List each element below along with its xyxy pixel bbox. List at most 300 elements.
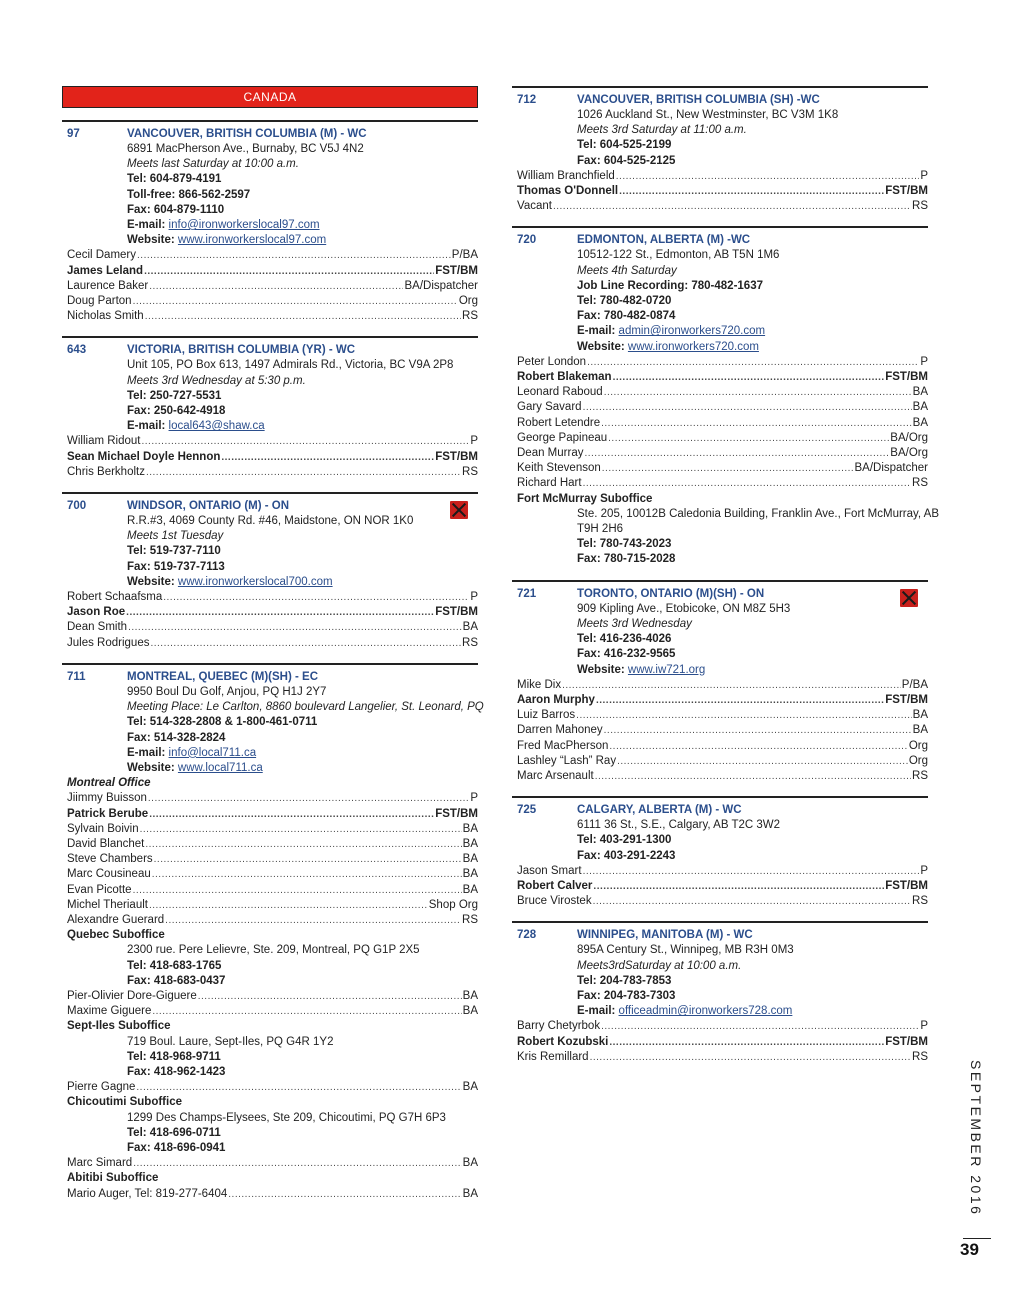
- local-section: [512, 580, 928, 784]
- local-number: 720: [517, 234, 537, 247]
- contact-line: Fax: 250-642-4918: [127, 405, 226, 418]
- officer-row: [512, 355, 928, 370]
- local-section: [512, 921, 928, 1065]
- website-link[interactable]: www.ironworkerslocal97.com: [177, 234, 327, 247]
- officer-name: Luiz Barros: [517, 709, 576, 722]
- leader-dots: [146, 465, 461, 480]
- leader-dots: [150, 636, 461, 651]
- leader-dots: [562, 678, 901, 693]
- officer-row: [62, 913, 478, 928]
- officer-row: [512, 416, 928, 431]
- officer-role: P: [470, 792, 478, 805]
- officer-role: FST/BM: [885, 693, 928, 706]
- officer-role: RS: [912, 895, 928, 908]
- local-contact-info: [62, 142, 478, 248]
- officer-name: Jules Rodrigues: [67, 636, 150, 649]
- leader-dots: [609, 1035, 884, 1050]
- leader-dots: [128, 620, 462, 635]
- contact-line: [127, 233, 478, 248]
- officer-row: [62, 1156, 478, 1171]
- officer-row: [62, 294, 478, 309]
- local-contact-info: [512, 248, 928, 354]
- contact-line: 909 Kipling Ave., Etobicoke, ON M8Z 5H3: [577, 602, 791, 615]
- contact-line: Meets 3rd Wednesday at 5:30 p.m.: [127, 374, 306, 387]
- officer-name: Chris Berkholtz: [67, 465, 145, 478]
- suboffice-address: 719 Boul. Laure, Sept-Iles, PQ G4R 1Y2: [127, 1035, 334, 1048]
- local-section: [62, 663, 484, 1202]
- contact-line: Job Line Recording: 780-482-1637: [577, 279, 763, 292]
- officer-row: [512, 446, 928, 461]
- officer-role: BA: [912, 386, 928, 399]
- contact-line: Fax: 780-482-0874: [577, 310, 676, 323]
- officer-name: Mario Auger, Tel: 819-277-6404: [67, 1187, 228, 1200]
- local-title: WINDSOR, ONTARIO (M) - ON: [127, 500, 290, 513]
- officer-role: RS: [912, 200, 928, 213]
- suboffice-heading: Chicoutimi Suboffice: [67, 1096, 182, 1109]
- officer-role: P: [920, 169, 928, 182]
- officer-row: [512, 678, 928, 693]
- officer-row: [62, 248, 478, 263]
- officer-name: Pier-Olivier Dore-Giguere: [67, 989, 197, 1002]
- leader-dots: [148, 791, 469, 806]
- suboffice-address: 2300 rue. Pere Lelievre, Ste. 209, Montreal, PQ G1P 2X5: [127, 944, 420, 957]
- leader-dots: [133, 883, 462, 898]
- officer-name: George Papineau: [517, 431, 608, 444]
- officer-row: [512, 894, 928, 909]
- footer-divider: [963, 1238, 991, 1239]
- contact-line: Tel: 604-525-2199: [577, 139, 672, 152]
- flag-icon: [900, 589, 918, 607]
- officer-role: BA: [462, 822, 478, 835]
- officer-row: [512, 476, 928, 491]
- issue-date-text: SEPTEMBER 2016: [968, 1060, 984, 1217]
- local-contact-info: [62, 514, 478, 590]
- officer-name: Nicholas Smith: [67, 310, 144, 323]
- contact-label: E-mail:: [127, 219, 169, 232]
- local-number: 725: [517, 804, 537, 817]
- local-contact-info: [62, 685, 484, 776]
- officer-row: [62, 867, 478, 882]
- officer-name: William Ridout: [67, 435, 141, 448]
- officer-role: FST/BM: [435, 807, 478, 820]
- local-section: [62, 120, 478, 324]
- contact-line: [127, 761, 478, 776]
- local-number: 728: [517, 929, 537, 942]
- contact-line: Meets 1st Tuesday: [127, 530, 224, 543]
- officer-name: David Blanchet: [67, 837, 145, 850]
- officer-row: [62, 791, 478, 806]
- canada-banner: CANADA: [62, 86, 478, 108]
- page-number: 39: [960, 1240, 979, 1259]
- officer-role: BA: [462, 883, 478, 896]
- officer-role: RS: [912, 1050, 928, 1063]
- leader-dots: [152, 867, 462, 882]
- leader-dots: [616, 169, 920, 184]
- local-section: [512, 796, 928, 909]
- officer-role: P: [470, 435, 478, 448]
- website-link[interactable]: www.ironworkerslocal700.com: [177, 575, 333, 588]
- contact-line: 1026 Auckland St., New Westminster, BC V3M 1K8: [577, 109, 839, 121]
- suboffice-phone: Tel: 780-743-2023: [577, 538, 672, 551]
- contact-line: Fax: 604-525-2125: [577, 154, 676, 167]
- suboffice-phone: Fax: 780-715-2028: [577, 553, 676, 566]
- officer-row: [512, 1019, 928, 1034]
- officer-name: Leonard Raboud: [517, 386, 603, 399]
- leader-dots: [163, 590, 469, 605]
- officer-name: Dean Smith: [67, 621, 128, 634]
- officer-role: BA/Org: [890, 431, 928, 444]
- leader-dots: [198, 989, 462, 1004]
- local-header: [62, 670, 478, 685]
- officer-role: BA/Org: [890, 447, 928, 460]
- leader-dots: [587, 355, 919, 370]
- officer-row: [512, 693, 928, 708]
- leader-dots: [133, 294, 458, 309]
- leader-dots: [126, 605, 434, 620]
- contact-label: Website:: [577, 663, 628, 676]
- leader-dots: [593, 894, 911, 909]
- officer-name: Gary Savard: [517, 401, 582, 414]
- officer-role: BA: [462, 1081, 478, 1094]
- officer-row: [512, 184, 928, 199]
- contact-line: Meets last Saturday at 10:00 a.m.: [127, 158, 299, 171]
- contact-line: Meeting Place: Le Carlton, 8860 boulevard Langelier, St. Leonard, PQ: [127, 701, 484, 714]
- email-link[interactable]: info@ironworkerslocal97.com: [168, 219, 320, 232]
- contact-line: Fax: 514-328-2824: [127, 731, 226, 744]
- officer-name: Marc Simard: [67, 1157, 133, 1170]
- leader-dots: [137, 248, 451, 263]
- email-link[interactable]: officeadmin@ironworkers728.com: [618, 1005, 793, 1018]
- contact-line: Tel: 204-783-7853: [577, 974, 672, 987]
- leader-dots: [608, 431, 889, 446]
- leader-dots: [149, 898, 428, 913]
- contact-line: Fax: 604-879-1110: [127, 203, 225, 216]
- officer-role: BA: [462, 1005, 478, 1018]
- contact-line: 895A Century St., Winnipeg, MB R3H 0M3: [577, 944, 794, 957]
- suboffice-phone: Tel: 418-683-1765: [127, 959, 222, 972]
- suboffice-phone: Fax: 418-962-1423: [127, 1065, 226, 1078]
- officer-name: Pierre Gagne: [67, 1081, 136, 1094]
- local-section: [62, 492, 478, 651]
- officer-row: [512, 199, 928, 214]
- officer-row: [512, 461, 928, 476]
- email-link[interactable]: admin@ironworkers720.com: [618, 325, 766, 338]
- contact-line: Tel: 780-482-0720: [577, 295, 672, 308]
- officer-role: BA: [462, 1157, 478, 1170]
- suboffice-heading: Fort McMurray Suboffice: [517, 492, 653, 505]
- officer-row: [62, 434, 478, 449]
- officer-role: BA/Dispatcher: [404, 279, 478, 292]
- suboffice-info: [62, 943, 478, 989]
- leader-dots: [140, 822, 462, 837]
- suboffice-phone: Tel: 418-696-0711: [127, 1126, 221, 1139]
- officer-row: [62, 883, 478, 898]
- suboffice-info: [512, 507, 940, 568]
- email-link[interactable]: info@local711.ca: [168, 746, 257, 759]
- contact-line: R.R.#3, 4069 County Rd. #46, Maidstone, ON NOR 1K0: [127, 515, 414, 528]
- officer-row: [512, 169, 928, 184]
- local-header: [512, 803, 928, 818]
- leader-dots: [590, 1050, 911, 1065]
- officer-name: Robert Blakeman: [517, 371, 612, 384]
- local-number: 721: [517, 587, 537, 600]
- contact-label: Website:: [127, 234, 178, 247]
- contact-line: Tel: 250-727-5531: [127, 389, 222, 402]
- officer-name: Jason Roe: [67, 606, 126, 619]
- contact-line: 6891 MacPherson Ave., Burnaby, BC V5J 4N2: [127, 143, 364, 155]
- officer-name: Michel Theriault: [67, 898, 148, 911]
- officer-name: Maxime Giguere: [67, 1005, 152, 1018]
- officer-name: Steve Chambers: [67, 853, 153, 866]
- leader-dots: [613, 370, 885, 385]
- contact-line: Tel: 519-737-7110: [127, 545, 221, 558]
- leader-dots: [617, 754, 908, 769]
- officer-name: Vacant: [517, 200, 552, 213]
- contact-line: Tel: 403-291-1300: [577, 834, 672, 847]
- officer-name: Patrick Berube: [67, 807, 149, 820]
- officer-role: FST/BM: [885, 879, 928, 892]
- officer-row: [62, 620, 478, 635]
- website-link[interactable]: www.local711.ca: [177, 761, 263, 774]
- local-header: [512, 93, 928, 108]
- contact-line: 9950 Boul Du Golf, Anjou, PQ H1J 2Y7: [127, 685, 327, 698]
- website-link[interactable]: www.iw721.org: [627, 663, 706, 676]
- officer-name: Darren Mahoney: [517, 724, 603, 737]
- suboffice-address: T9H 2H6: [577, 523, 624, 536]
- officer-row: [512, 864, 928, 879]
- local-header: [512, 928, 928, 943]
- officer-role: RS: [462, 636, 478, 649]
- local-title: VANCOUVER, BRITISH COLUMBIA (SH) -WC: [577, 94, 820, 106]
- contact-line: Fax: 416-232-9565: [577, 648, 676, 661]
- contact-line: Tel: 514-328-2808 & 1-800-461-0711: [127, 716, 318, 729]
- officer-row: [512, 1035, 928, 1050]
- leader-dots: [221, 450, 434, 465]
- email-link[interactable]: local643@shaw.ca: [168, 420, 265, 433]
- leader-dots: [619, 184, 884, 199]
- contact-line: Fax: 204-783-7303: [577, 989, 676, 1002]
- contact-line: Meets3rdSaturday at 10:00 a.m.: [577, 959, 742, 972]
- local-contact-info: [512, 108, 928, 169]
- officer-name: Fred MacPherson: [517, 739, 609, 752]
- local-number: 97: [67, 128, 80, 140]
- officer-role: RS: [462, 310, 478, 323]
- officer-role: RS: [912, 769, 928, 782]
- local-contact-info: [512, 943, 928, 1019]
- officer-name: Marc Arsenault: [517, 769, 594, 782]
- officer-name: Thomas O'Donnell: [517, 185, 619, 198]
- leader-dots: [604, 385, 912, 400]
- officer-role: RS: [462, 465, 478, 478]
- contact-line: Unit 105, PO Box 613, 1497 Admirals Rd., Victoria, BC V9A 2P8: [127, 359, 454, 372]
- officer-row: [512, 754, 928, 769]
- officer-name: Evan Picotte: [67, 883, 132, 896]
- suboffice-info: [62, 1111, 478, 1157]
- local-section: [512, 86, 928, 214]
- contact-label: Website:: [577, 340, 628, 353]
- leader-dots: [136, 1080, 461, 1095]
- local-title: TORONTO, ONTARIO (M)(SH) - ON: [577, 587, 765, 600]
- leader-dots: [604, 723, 912, 738]
- leader-dots: [609, 739, 907, 754]
- officer-role: Org: [908, 739, 928, 752]
- officer-role: P: [920, 1020, 928, 1033]
- officer-row: [62, 989, 478, 1004]
- officer-role: FST/BM: [885, 185, 928, 198]
- officer-row: [512, 1050, 928, 1065]
- leader-dots: [593, 879, 884, 894]
- local-header: [62, 127, 478, 142]
- suboffice-heading: Abitibi Suboffice: [67, 1172, 159, 1185]
- leader-dots: [152, 1004, 461, 1019]
- officer-role: RS: [912, 477, 928, 490]
- officer-role: P/BA: [901, 678, 928, 691]
- local-contact-info: [512, 818, 928, 864]
- officer-role: BA: [912, 709, 928, 722]
- officer-row: [512, 723, 928, 738]
- suboffice-info: [62, 1035, 478, 1081]
- officer-name: Kris Remillard: [517, 1050, 589, 1063]
- officer-row: [62, 465, 478, 480]
- leader-dots: [142, 434, 470, 449]
- contact-label: E-mail:: [577, 325, 619, 338]
- contact-line: Meets 3rd Saturday at 11:00 a.m.: [577, 124, 747, 137]
- officer-role: P: [470, 591, 478, 604]
- officer-row: [62, 837, 478, 852]
- contact-line: [127, 419, 478, 434]
- contact-label: Website:: [127, 575, 178, 588]
- leader-dots: [165, 913, 461, 928]
- leader-dots: [228, 1187, 461, 1202]
- officer-role: BA: [462, 1187, 478, 1200]
- leader-dots: [583, 864, 920, 879]
- website-link[interactable]: www.ironworkers720.com: [627, 340, 759, 353]
- local-title: VICTORIA, BRITISH COLUMBIA (YR) - WC: [127, 344, 356, 357]
- officer-row: [512, 739, 928, 754]
- officer-role: BA: [912, 416, 928, 429]
- left-column: [62, 86, 484, 1202]
- officer-role: BA/Dispatcher: [854, 462, 928, 475]
- suboffice-phone: Tel: 418-968-9711: [127, 1050, 221, 1063]
- officer-row: [62, 1080, 478, 1095]
- officer-row: [62, 279, 478, 294]
- suboffice-address: Ste. 205, 10012B Caledonia Building, Franklin Ave., Fort McMurray, AB: [577, 507, 940, 520]
- leader-dots: [149, 279, 403, 294]
- local-title: MONTREAL, QUEBEC (M)(SH) - EC: [127, 670, 319, 683]
- leader-dots: [145, 837, 461, 852]
- suboffice-address: 1299 Des Champs-Elysees, Ste 209, Chicoutimi, PQ G7H 6P3: [127, 1111, 446, 1124]
- officer-row: [512, 879, 928, 894]
- officer-row: [62, 852, 478, 867]
- local-contact-info: [62, 358, 478, 434]
- contact-line: [577, 324, 928, 339]
- local-title: EDMONTON, ALBERTA (M) -WC: [577, 234, 751, 247]
- officer-role: BA: [462, 989, 478, 1002]
- officer-row: [512, 769, 928, 784]
- local-header: [62, 343, 478, 358]
- contact-line: 6111 36 St., S.E., Calgary, AB T2C 3W2: [577, 819, 781, 832]
- officer-role: BA: [462, 621, 478, 634]
- officer-name: Peter London: [517, 355, 587, 368]
- contact-line: [577, 340, 928, 355]
- officer-row: [62, 807, 478, 822]
- officer-name: Mike Dix: [517, 678, 562, 691]
- officer-name: Robert Kozubski: [517, 1035, 609, 1048]
- officer-name: James Leland: [67, 264, 144, 277]
- officer-name: Keith Stevenson: [517, 462, 601, 475]
- officer-row: [512, 370, 928, 385]
- officer-name: Laurence Baker: [67, 279, 149, 292]
- local-number: 712: [517, 94, 537, 106]
- leader-dots: [595, 769, 911, 784]
- local-title: VANCOUVER, BRITISH COLUMBIA (M) - WC: [127, 128, 367, 140]
- suboffice-heading: Quebec Suboffice: [67, 929, 165, 942]
- suboffice-phone: Fax: 418-683-0437: [127, 974, 226, 987]
- officer-row: [62, 1187, 478, 1202]
- officer-name: Marc Cousineau: [67, 868, 151, 881]
- contact-line: Meets 3rd Wednesday: [577, 617, 692, 630]
- contact-line: [127, 746, 478, 761]
- officer-name: Aaron Murphy: [517, 693, 595, 706]
- contact-label: E-mail:: [577, 1005, 619, 1018]
- leader-dots: [576, 708, 911, 723]
- officer-name: William Branchfield: [517, 169, 615, 182]
- local-number: 643: [67, 344, 87, 357]
- officer-role: FST/BM: [435, 450, 478, 463]
- leader-dots: [596, 693, 884, 708]
- officer-role: FST/BM: [435, 606, 478, 619]
- officer-role: Org: [458, 295, 478, 308]
- contact-line: [577, 663, 928, 678]
- officer-name: Barry Chetyrbok: [517, 1020, 601, 1033]
- officer-role: P: [920, 864, 928, 877]
- contact-line: Fax: 519-737-7113: [127, 560, 225, 573]
- officer-row: [512, 400, 928, 415]
- contact-label: E-mail:: [127, 420, 169, 433]
- officer-row: [62, 636, 478, 651]
- officer-role: BA: [912, 724, 928, 737]
- contact-line: [127, 218, 478, 233]
- officer-name: Cecil Damery: [67, 249, 137, 262]
- contact-line: Tel: 416-236-4026: [577, 633, 672, 646]
- contact-line: Toll-free: 866-562-2597: [127, 188, 251, 201]
- local-contact-info: [512, 602, 928, 678]
- officer-role: BA: [462, 868, 478, 881]
- officer-row: [512, 385, 928, 400]
- flag-icon: [450, 501, 468, 519]
- officer-role: FST/BM: [435, 264, 478, 277]
- contact-line: Tel: 604-879-4191: [127, 173, 222, 186]
- leader-dots: [583, 400, 912, 415]
- officer-row: [62, 605, 478, 620]
- contact-line: 10512-122 St., Edmonton, AB T5N 1M6: [577, 249, 780, 262]
- leader-dots: [601, 416, 912, 431]
- officer-row: [62, 309, 478, 324]
- contact-label: Website:: [127, 761, 178, 774]
- leader-dots: [601, 1019, 919, 1034]
- officer-name: Jiimmy Buisson: [67, 792, 147, 805]
- officer-row: [512, 708, 928, 723]
- local-section: [512, 226, 940, 567]
- officer-row: [62, 1004, 478, 1019]
- contact-label: E-mail:: [127, 746, 169, 759]
- suboffice-heading: Sept-Iles Suboffice: [67, 1020, 171, 1033]
- officer-name: Robert Letendre: [517, 416, 601, 429]
- officer-role: FST/BM: [885, 1035, 928, 1048]
- local-title: WINNIPEG, MANITOBA (M) - WC: [577, 929, 753, 942]
- officer-name: Robert Calver: [517, 879, 593, 892]
- leader-dots: [149, 807, 434, 822]
